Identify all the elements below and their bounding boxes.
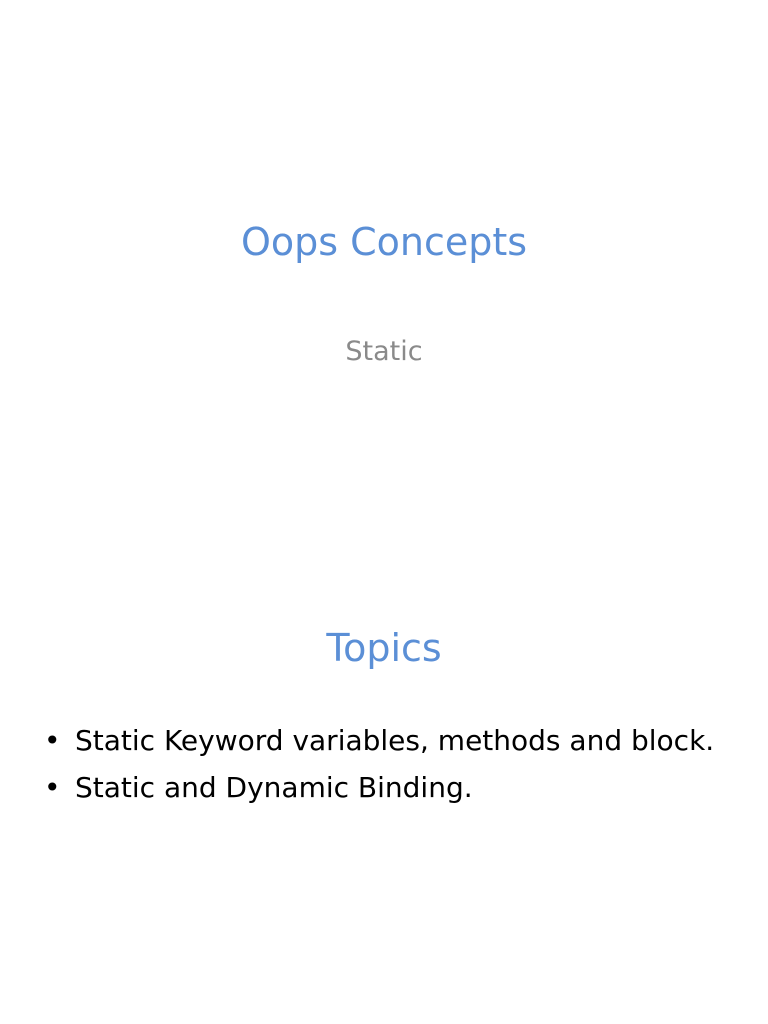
- list-item: [44, 764, 744, 811]
- bullet-icon: •: [44, 724, 61, 757]
- slide-title: Oops Concepts: [240, 220, 528, 264]
- list-item-text: Static and Dynamic Binding.: [75, 771, 473, 804]
- topics-slide: [0, 512, 768, 1024]
- list-item-text: Static Keyword variables, methods and block.: [75, 724, 715, 757]
- bullet-icon: •: [44, 771, 61, 804]
- list-item: [44, 717, 744, 764]
- bullet-list: [44, 717, 744, 811]
- slide-subtitle: Static: [345, 336, 423, 367]
- slide-title: Topics: [326, 626, 442, 670]
